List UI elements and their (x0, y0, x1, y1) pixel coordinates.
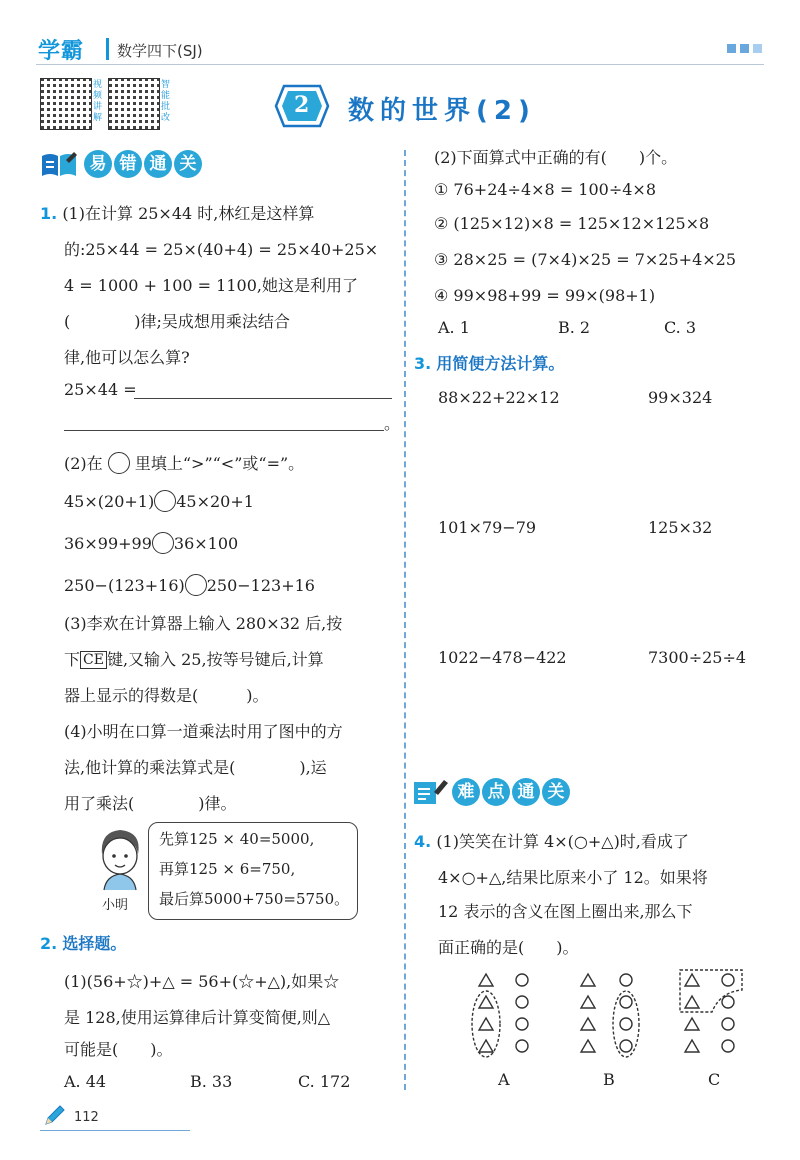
q3-expr-4: 125×32 (648, 518, 713, 537)
q1-end-mark: 。 (384, 414, 401, 433)
q4-line-4: 面正确的是( )。 (438, 938, 579, 957)
q2-item-4: ④ 99×98+99 = 99×(98+1) (434, 286, 656, 305)
q1-part3-line-2: 下 CE 键,又输入 25,按等号键后,计算 (64, 650, 324, 669)
compare-circle-3[interactable] (185, 574, 207, 596)
q4-line-2: 4×○+△,结果比原来小了 12。如果将 (438, 868, 708, 887)
q3-title: 3. 用简便方法计算。 (414, 354, 565, 373)
compare-circle-2[interactable] (152, 532, 174, 554)
q4-option-figures (458, 968, 768, 1060)
q1-line-3: 4 = 1000 + 100 = 1100,她这是利用了 (64, 276, 358, 295)
pencil-icon (42, 1102, 68, 1128)
section-title-easy: 易 错 通 关 (84, 150, 202, 178)
brand-logo: 学霸 (38, 39, 85, 64)
q2-part2-option-a[interactable]: A. 1 (438, 318, 470, 337)
q1-line-2: 的:25×44 = 25×(40+4) = 25×40+25× (64, 240, 379, 259)
option-label-a: A (498, 1070, 510, 1089)
q1-part4-line-2: 法,他计算的乘法算式是( ),运 (64, 758, 327, 777)
q3-expr-3: 101×79−79 (438, 518, 537, 537)
compare-row-2: 36×99+99 36×100 (64, 534, 239, 553)
column-divider (404, 150, 406, 1090)
header-decoration (727, 44, 762, 53)
q3-expr-1: 88×22+22×12 (438, 388, 560, 407)
q1-part3-line-1: (3)李欢在计算器上输入 280×32 后,按 (64, 614, 343, 633)
book-pencil-icon (40, 150, 78, 178)
q1-part4-line-1: (4)小明在口算一道乘法时用了图中的方 (64, 722, 343, 741)
brand-divider (106, 38, 109, 60)
section-title-hard: 难 点 通 关 (452, 778, 570, 806)
qr-code-video[interactable] (40, 78, 92, 130)
ce-key: CE (80, 651, 107, 669)
bubble-line-2: 再算125 × 6=750, (159, 860, 296, 878)
q2-item-2: ② (125×12)×8 = 125×12×125×8 (434, 214, 710, 233)
q2-option-c[interactable]: C. 172 (298, 1072, 351, 1091)
unit-number: 2 (294, 92, 310, 118)
figure-b[interactable] (581, 974, 639, 1057)
notebook-pencil-icon (412, 778, 450, 806)
footer-rule (40, 1130, 190, 1131)
q1-line-1: 1. (1)在计算 25×44 时,林红是这样算 (40, 204, 315, 223)
q3-expr-6: 7300÷25÷4 (648, 648, 747, 667)
q2-option-a[interactable]: A. 44 (64, 1072, 107, 1091)
option-label-c: C (708, 1070, 721, 1089)
q2-part1-line-3: 可能是( )。 (64, 1040, 173, 1059)
q1-line-4: ( )律;吴成想用乘法结合 (64, 312, 290, 331)
compare-circle-example (108, 452, 130, 474)
answer-line-1[interactable] (134, 398, 392, 399)
unit-title: 数的世界(2) (348, 96, 536, 126)
compare-circle-1[interactable] (154, 490, 176, 512)
q2-item-3: ③ 28×25 = (7×4)×25 = 7×25+4×25 (434, 250, 737, 269)
q2-part1-line-2: 是 128,使用运算律后计算变简便,则△ (64, 1008, 331, 1027)
answer-line-2[interactable] (64, 430, 384, 431)
compare-row-1: 45×(20+1) 45×20+1 (64, 492, 254, 511)
q1-part3-line-3: 器上显示的得数是( )。 (64, 686, 269, 705)
boy-name: 小明 (102, 898, 129, 913)
qr-label-grading: 智能批改 (161, 80, 171, 123)
q3-expr-2: 99×324 (648, 388, 713, 407)
q1-part2-intro: (2)在 里填上“>”“<”或“=”。 (64, 454, 305, 473)
bubble-line-1: 先算125 × 40=5000, (159, 830, 315, 848)
q4-line-1: 4. (1)笑笑在计算 4×(○+△)时,看成了 (414, 832, 689, 851)
q2-part2-option-c[interactable]: C. 3 (664, 318, 697, 337)
boy-illustration (92, 826, 148, 892)
figure-c[interactable] (680, 970, 742, 1052)
bubble-line-3: 最后算5000+750=5750。 (159, 890, 350, 908)
q2-part1-line-1: (1)(56+☆)+△ = 56+(☆+△),如果☆ (64, 972, 340, 991)
q1-line-5: 律,他可以怎么算? (64, 348, 190, 367)
option-label-b: B (603, 1070, 615, 1089)
q4-line-3: 12 表示的含义在图上圈出来,那么下 (438, 902, 693, 921)
q2-item-1: ① 76+24÷4×8 = 100÷4×8 (434, 180, 657, 199)
header-rule (36, 64, 764, 65)
figure-a[interactable] (472, 974, 528, 1057)
q2-title: 2. 选择题。 (40, 934, 127, 953)
speech-bubble (148, 822, 358, 920)
book-subject: 数学四下(SJ) (117, 42, 203, 60)
qr-code-grading[interactable] (108, 78, 160, 130)
q2-option-b[interactable]: B. 33 (190, 1072, 233, 1091)
page-number: 112 (74, 1110, 99, 1125)
qr-label-video: 视频讲解 (93, 80, 103, 123)
q2-part2-intro: (2)下面算式中正确的有( )个。 (434, 148, 678, 167)
q3-expr-5: 1022−478−422 (438, 648, 567, 667)
q2-part2-option-b[interactable]: B. 2 (558, 318, 591, 337)
q1-part4-line-3: 用了乘法( )律。 (64, 794, 237, 813)
q1-expr-prefix: 25×44 = (64, 380, 137, 399)
compare-row-3: 250−(123+16) 250−123+16 (64, 576, 315, 595)
